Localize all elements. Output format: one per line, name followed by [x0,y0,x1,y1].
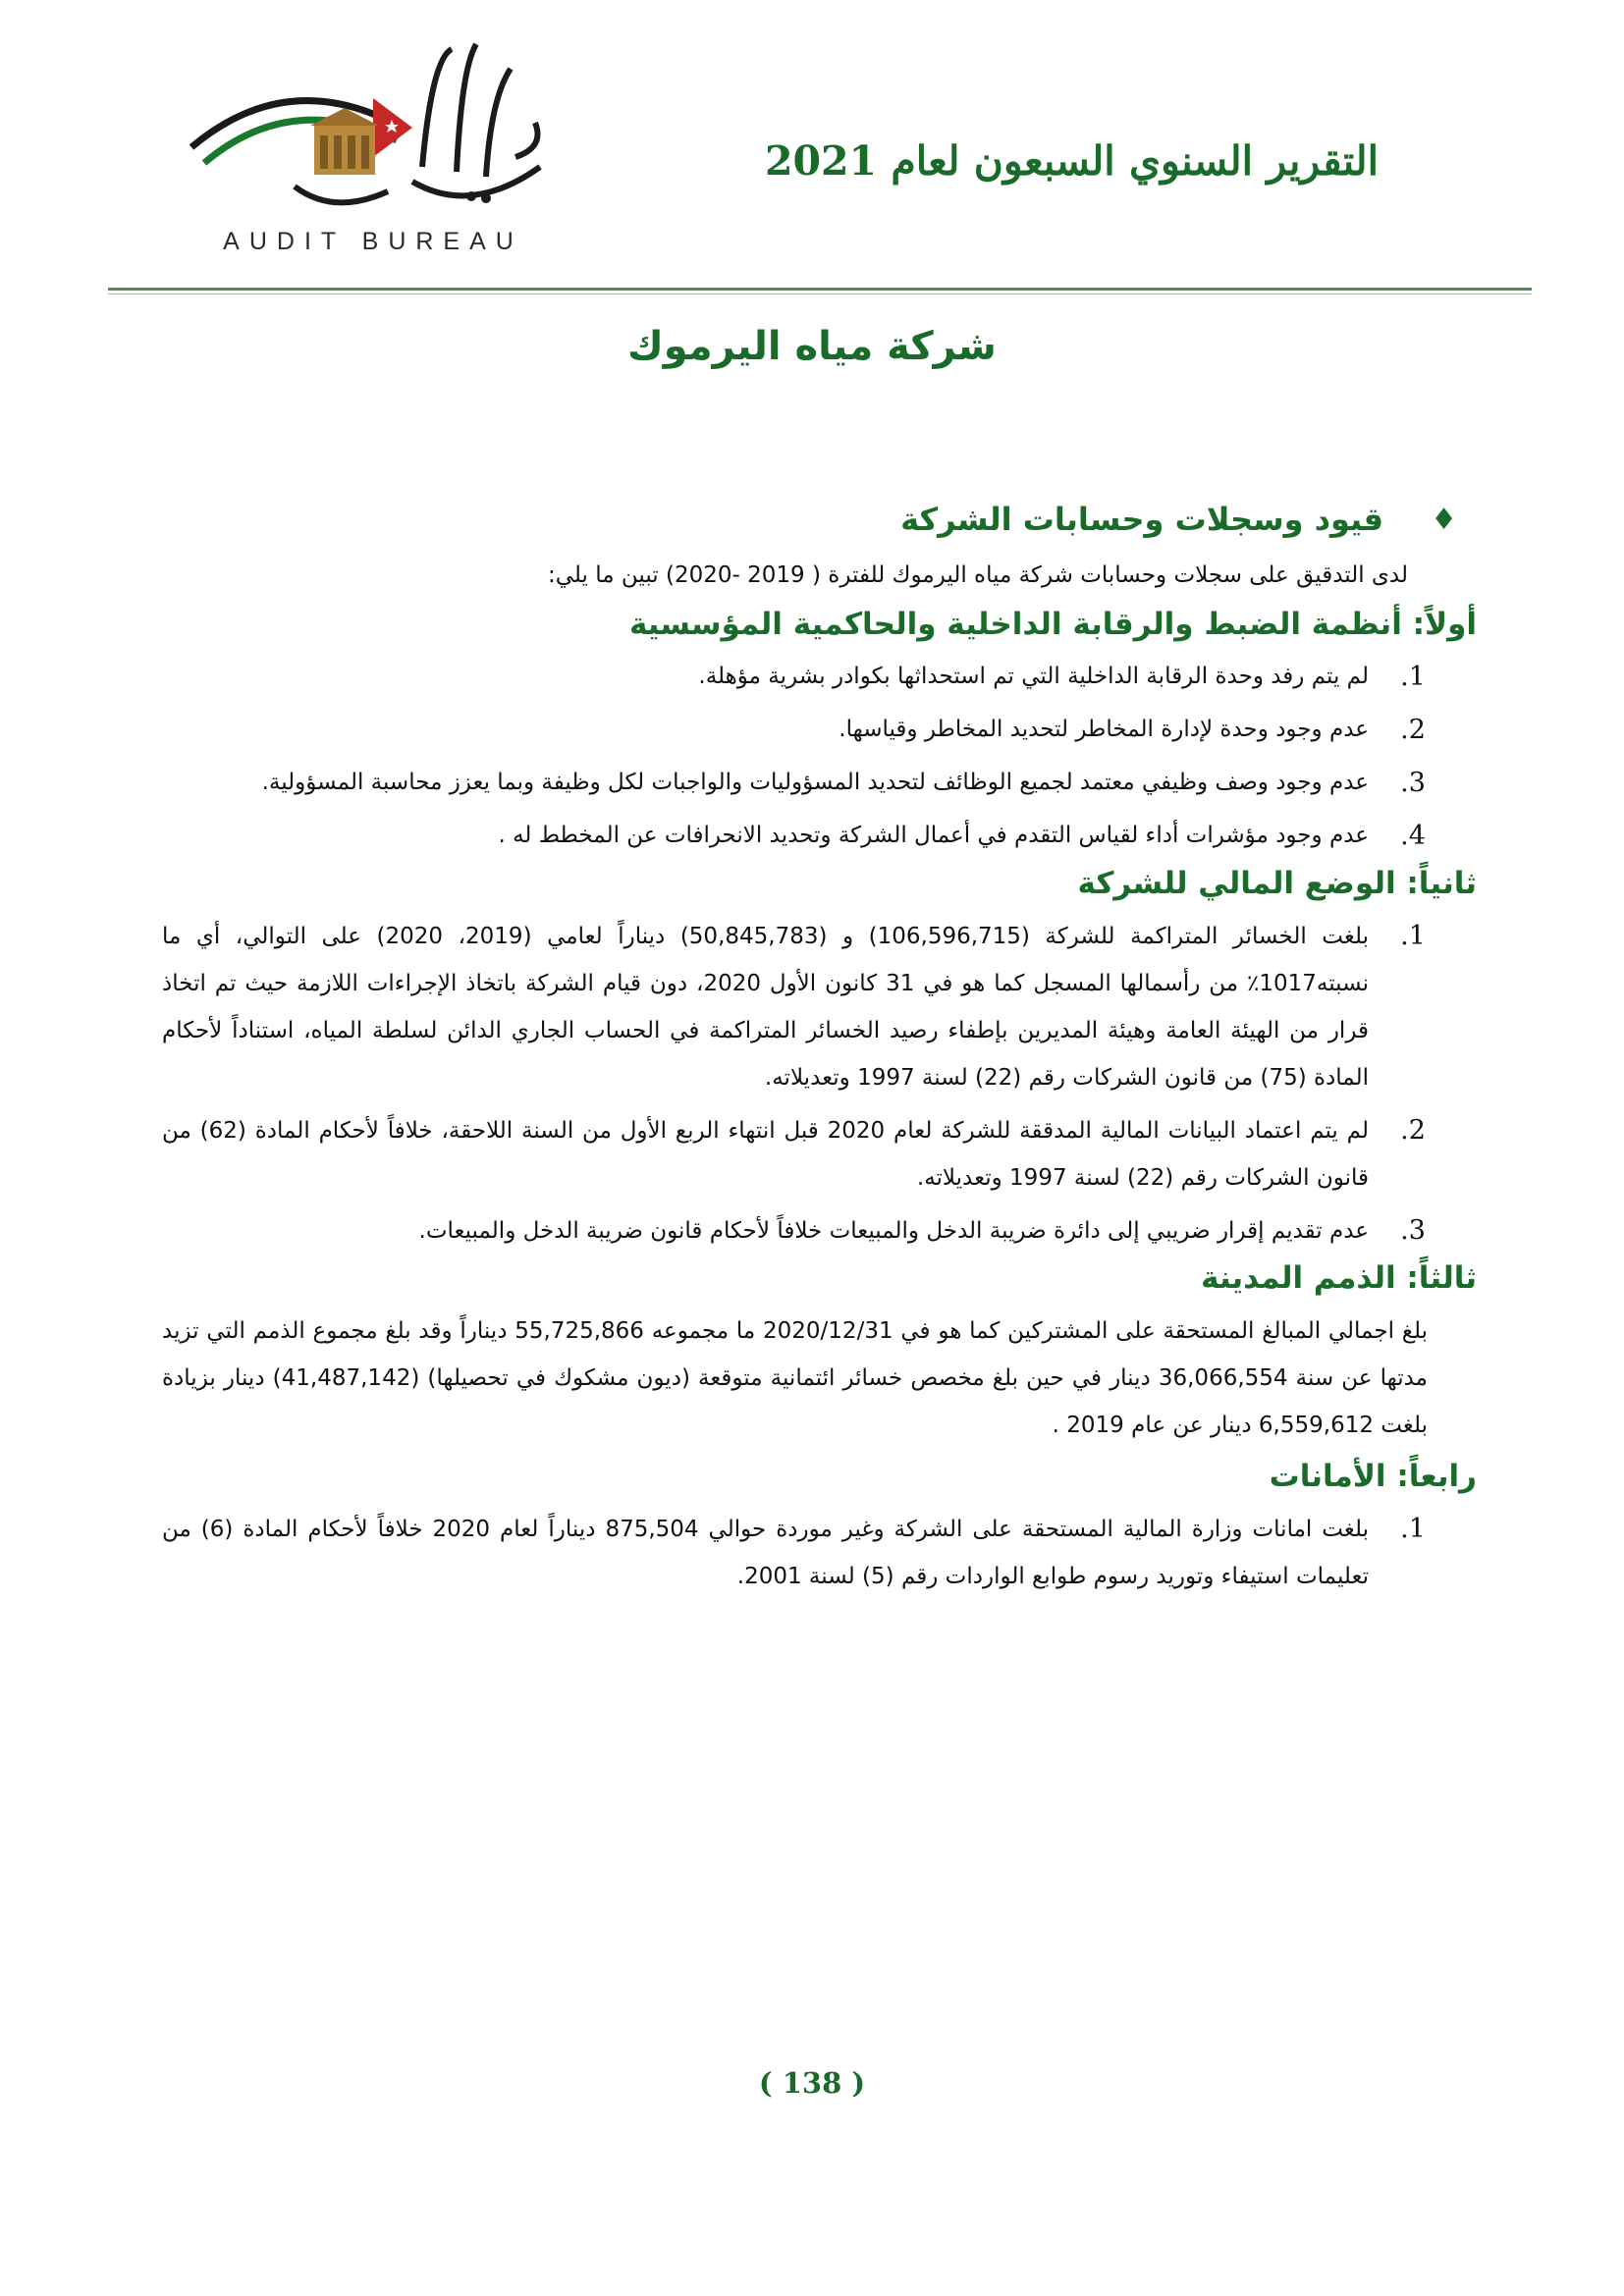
item-text: لم يتم رفد وحدة الرقابة الداخلية التي تم استحداثها بكوادر بشرية مؤهلة. [698,664,1369,689]
list-item [162,813,1457,860]
section-list [162,1506,1457,1600]
page-title: شركة مياه اليرموك [627,324,997,369]
item-number: 1. [1400,662,1426,692]
audit-bureau-logo [177,29,560,275]
item-text: عدم تقديم إقرار ضريبي إلى دائرة ضريبة الدخل والمبيعات خلافاً لأحكام قانون ضريبة الدخل والمبيعات. [418,1218,1369,1244]
item-number: 1. [1400,1514,1426,1544]
section-heading: ثانياً: الوضع المالي للشركة [1077,866,1477,901]
item-number: 2. [1400,715,1426,745]
section-list [162,654,1457,860]
item-text: لم يتم اعتماد البيانات المالية المدققة للشركة لعام 2020 قبل انتهاء الربع الأول من السنة اللاحقة، خلافاً لأحكام المادة (62) من قانون الشركات رقم (22) لسنة 1997 وتعديلاته. [162,1118,1369,1191]
receivables-paragraph: بلغ اجمالي المبالغ المستحقة على المشتركين كما هو في 2020/12/31 ما مجموعه 55,725,866 ديناراً وقد بلغ مجموع الذمم التي تزيد مدتها عن سنة 36,066,554 دينار في حين بلغ مخصص خسائر ائتمانية متوقعة (ديون مشكوك في تحصيلها) (41,487,142) دينار بزيادة بلغت 6,559,612 دينار عن عام 2019 . [162,1318,1428,1438]
item-number: 3. [1400,768,1426,798]
item-number: 4. [1400,821,1426,851]
list-item [162,1506,1457,1600]
list-item [162,760,1457,807]
item-number: 1. [1400,921,1426,951]
records-heading: قيود وسجلات وحسابات الشركة [900,501,1384,538]
item-text: عدم وجود مؤشرات أداء لقياس التقدم في أعمال الشركة وتحديد الانحرافات عن المخطط له . [498,823,1369,848]
intro-paragraph: لدى التدقيق على سجلات وحسابات شركة مياه اليرموك للفترة ( 2019 -2020) تبين ما يلي: [548,562,1408,588]
section-bullet-heading [162,501,1457,538]
list-item [162,913,1457,1101]
logo-subtitle: AUDIT BUREAU [223,228,523,255]
report-title: التقرير السنوي السبعون لعام 2021 [764,137,1379,185]
page-number: ( 138 ) [758,2066,866,2100]
item-text: عدم وجود وصف وظيفي معتمد لجميع الوظائف لتحديد المسؤوليات والواجبات لكل وظيفة وبما يعزز محاسبة المسؤولية. [261,770,1369,795]
page-header [0,0,1624,294]
section-list [162,913,1457,1255]
section-heading: رابعاً: الأمانات [1269,1459,1477,1494]
item-text: بلغت الخسائر المتراكمة للشركة (106,596,715) و (50,845,783) ديناراً لعامي (2019، 2020) على التوالي، أي ما نسبته1017٪ من رأسمالها المسجل كما هو في 31 كانون الأول 2020، دون قيام الشركة باتخاذ الإجراءات اللازمة حيث تم اتخاذ قرار من الهيئة العامة وهيئة المديرين بإطفاء رصيد الخسائر المتراكمة في الحساب الجاري الدائن لسلطة المياه، استناداً لأحكام المادة (75) من قانون الشركات رقم (22) لسنة 1997 وتعديلاته. [162,924,1369,1091]
list-item [162,1107,1457,1201]
item-number: 2. [1400,1115,1426,1146]
audit-bureau-emblem-icon [177,29,560,226]
section-heading: أولاً: أنظمة الضبط والرقابة الداخلية والحاكمية المؤسسية [628,607,1477,642]
list-item [162,707,1457,754]
list-item [162,1207,1457,1255]
list-item [162,654,1457,701]
header-divider [108,288,1532,291]
report-body [162,501,1477,1606]
item-text: عدم وجود وحدة لإدارة المخاطر لتحديد المخاطر وقياسها. [839,717,1369,742]
item-text: بلغت امانات وزارة المالية المستحقة على الشركة وغير موردة حوالي 875,504 ديناراً لعام 2020 خلافاً لأحكام المادة (6) من تعليمات استيفاء وتوريد رسوم طوابع الواردات رقم (5) لسنة 2001. [162,1517,1369,1589]
section-heading: ثالثاً: الذمم المدينة [1201,1260,1477,1296]
item-number: 3. [1400,1215,1426,1246]
diamond-bullet-icon: ♦ [1431,502,1457,537]
